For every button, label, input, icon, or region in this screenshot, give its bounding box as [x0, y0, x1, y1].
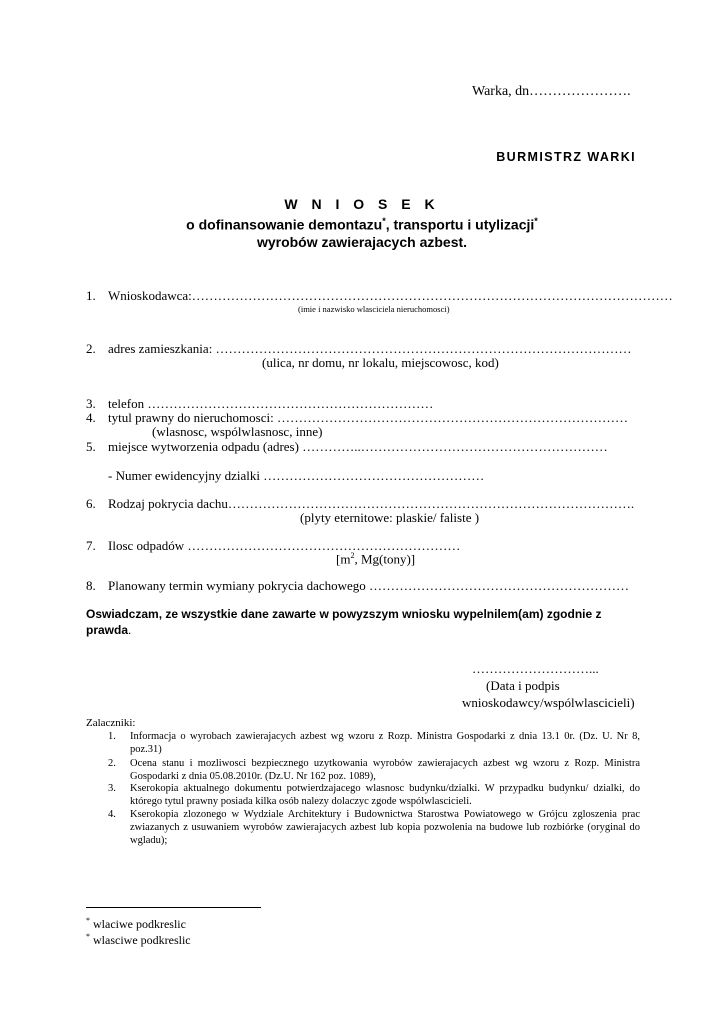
field-legal-title[interactable]: tytul prawny do nieruchomosci: ………………………………………………………………………	[108, 410, 628, 425]
field-number: 2.	[86, 341, 96, 356]
footnote-text: wlaciwe podkreslic	[90, 917, 186, 931]
attachment-text: Kserokopia zlozonego w Wydziale Architektury i Budownictwa Starostwa Powiatowego w Grójcu zgloszenia prac zwiazanych z usuwaniem wyrobów zawierajacych azbest lub kopia pozwolenia na budowe lub rozbiórke (oryginal do wgladu);	[130, 809, 640, 846]
declaration-body: Oswiadczam, ze wszystkie dane zawarte w powyzszym wniosku wypelnilem(am) zgodnie z prawda	[86, 607, 602, 637]
field-number: 7.	[86, 538, 96, 553]
units-prefix: [m	[336, 551, 351, 567]
title-line-1: W N I O S E K	[284, 196, 440, 212]
field-number: 5.	[86, 439, 96, 454]
footnote	[86, 916, 186, 932]
title-line-2a: o dofinansowanie demontazu	[186, 216, 383, 233]
field-replacement-date[interactable]: Planowany termin wymiany pokrycia dachowego ……………………………………………………	[108, 578, 630, 593]
attachment-item	[108, 757, 640, 783]
footnote-mark-1: *	[382, 216, 386, 226]
attachment-text: Informacja o wyrobach zawierajacych azbest wg wzoru z Rozp. Ministra Gospodarki z dnia 13.1 0r. (Dz. U. Nr 8, poz.31)	[130, 731, 640, 755]
footnote-separator	[86, 907, 261, 908]
field-waste-location[interactable]: miejsce wytworzenia odpadu (adres) …………..…………………………………………………	[108, 439, 608, 454]
attachments-heading: Zalaczniki:	[86, 717, 136, 729]
field-number: 1.	[86, 288, 96, 303]
field-hint-units	[336, 551, 415, 567]
field-roof-type[interactable]: Rodzaj pokrycia dachu………………………………………………………………………………….	[108, 496, 635, 511]
recipient-heading: BURMISTRZ WARKI	[496, 150, 636, 164]
field-hint: (plyty eternitowe: plaskie/ faliste )	[300, 510, 480, 525]
attachment-item	[108, 808, 640, 847]
footnote-mark-2: *	[534, 216, 538, 226]
declaration-period: .	[128, 623, 132, 637]
footnote-text: wlasciwe podkreslic	[90, 933, 191, 947]
attachment-number: 3.	[108, 783, 116, 794]
attachment-item	[108, 730, 640, 756]
title-line-2b: , transportu i utylizacji	[385, 216, 535, 233]
field-number: 4.	[86, 410, 96, 425]
field-number: 6.	[86, 496, 96, 511]
field-number: 3.	[86, 396, 96, 411]
signature-caption-1: (Data i podpis	[486, 678, 560, 693]
units-suffix: , Mg(tony)]	[354, 551, 416, 567]
field-address[interactable]: adres zamieszkania: ……………………………………………………………………………………	[108, 341, 632, 356]
field-number: 8.	[86, 578, 96, 593]
title-line-3: wyrobów zawierajacych azbest.	[256, 233, 468, 250]
field-parcel-number[interactable]: - Numer ewidencyjny dzialki ……………………………………………	[108, 468, 485, 483]
document-title	[0, 196, 724, 251]
field-phone[interactable]: telefon …………………………………………………………	[108, 396, 434, 411]
declaration-text	[86, 606, 606, 638]
attachment-item	[108, 782, 640, 808]
attachment-text: Ocena stanu i mozliwosci bezpiecznego uzytkowania wyrobów zawierajacych azbest wg wzoru z Rozp. Ministra Gospodarki z dnia 05.08.2010r. (Dz.U. Nr 162 poz. 1089),	[130, 758, 640, 782]
footnote-mark: *	[86, 916, 90, 925]
attachment-number: 1.	[108, 731, 116, 742]
field-hint: (ulica, nr domu, nr lokalu, miejscowosc, kod)	[262, 355, 499, 370]
signature-caption-2: wnioskodawcy/wspólwlascicieli)	[462, 695, 635, 710]
field-hint: (imie i nazwisko wlasciciela nieruchomosci)	[298, 304, 450, 314]
attachment-text: Kserokopia aktualnego dokumentu potwierdzajacego wlasnosc budynku/dzialki. W przypadku budynku/ dzialki, do którego tytul prawny posiada kilka osób nalezy dolaczyc zgode wspólwlascicieli.	[130, 783, 640, 807]
attachment-number: 2.	[108, 758, 116, 769]
field-waste-quantity[interactable]: Ilosc odpadów ………………………………………………………	[108, 538, 461, 553]
field-hint: (wlasnosc, wspólwlasnosc, inne)	[152, 424, 323, 439]
attachment-number: 4.	[108, 809, 116, 820]
place-date-line: Warka, dn………………….	[472, 84, 631, 99]
footnote	[86, 932, 191, 948]
field-applicant[interactable]: Wnioskodawca:…………………………………………………………………………………………………	[108, 288, 673, 303]
signature-block	[462, 660, 635, 711]
units-superscript: 2	[350, 551, 355, 560]
footnote-mark: *	[86, 932, 90, 941]
signature-dots[interactable]: ………………………...	[472, 661, 599, 676]
title-line-2	[0, 213, 724, 234]
